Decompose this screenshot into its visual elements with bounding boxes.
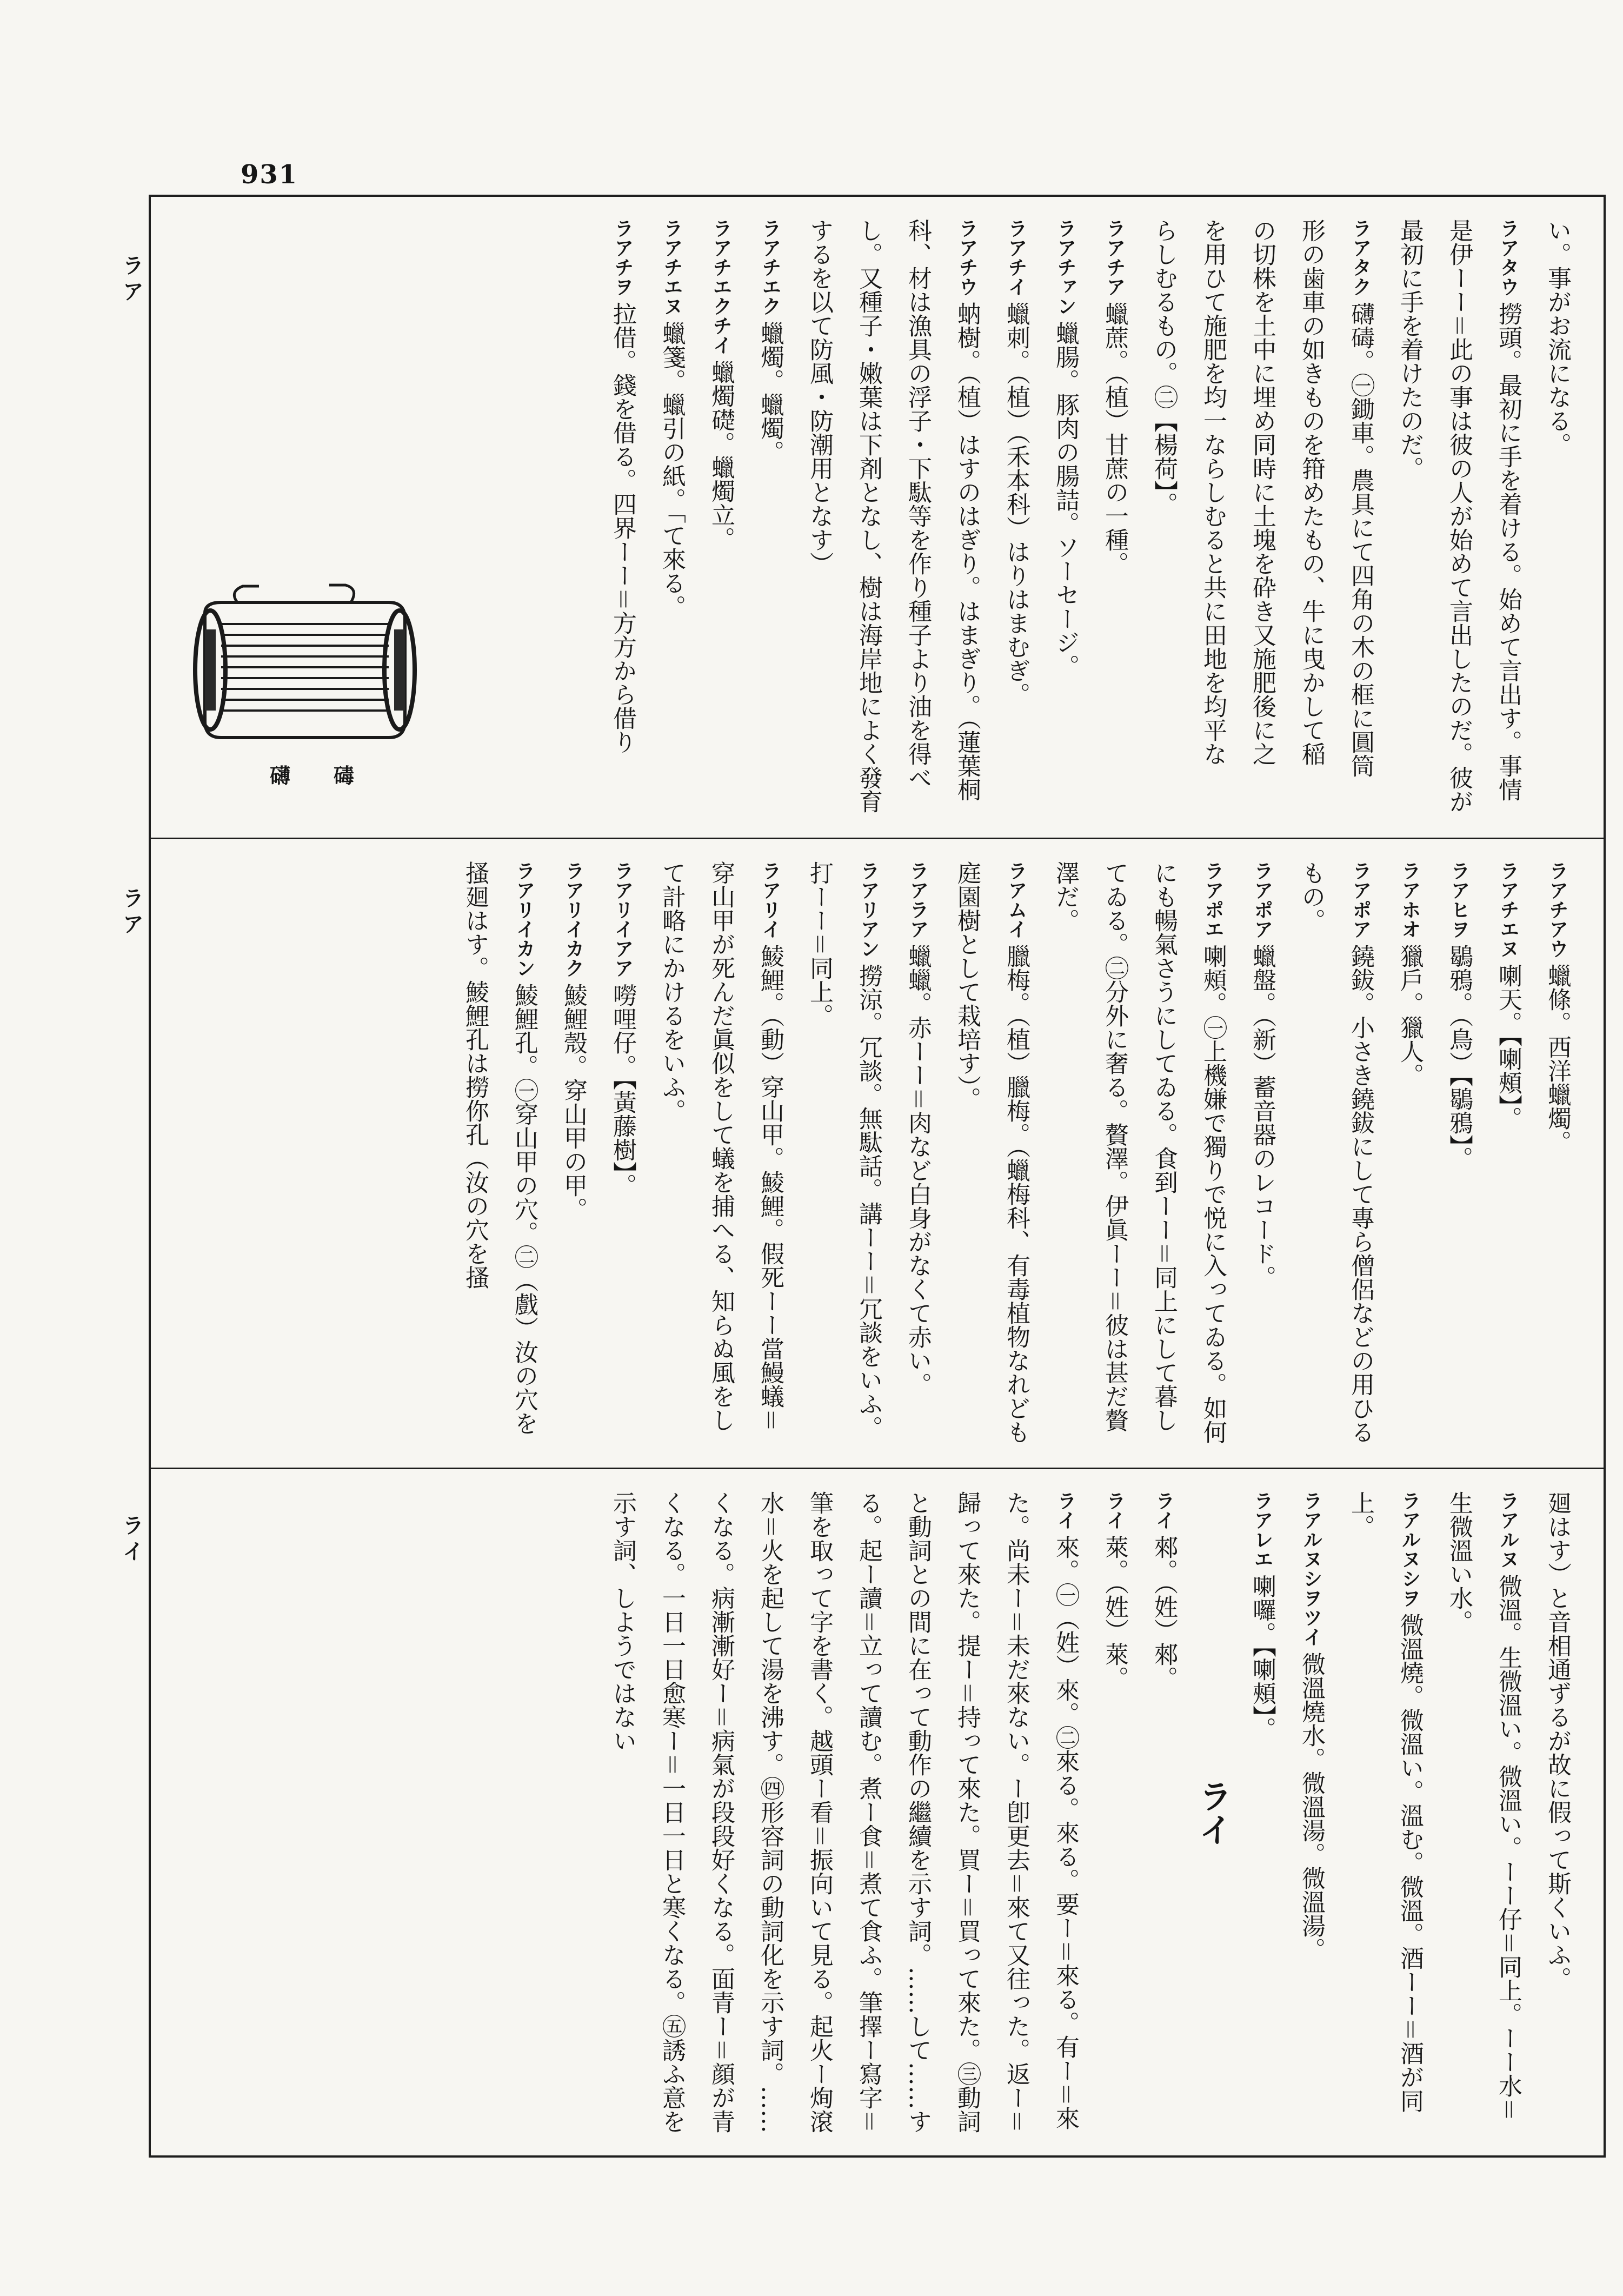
margin-tab-rai: ライ [119,1514,144,1566]
band-3-text [172,1491,1582,2134]
entry: ラアチヲ拉借。錢を借る。四界ーー＝方方から借り [609,218,636,754]
entry: ラアチイ蠟刺。（植）（禾本科）はりはまむぎ。 [1002,218,1030,706]
band-1 [151,197,1604,838]
entry: ラアホオ獵戶。獵人。 [1396,861,1424,1087]
entry: ラアタク礴碡。㊀鋤車。農具にて四角の木の框に圓筒形の歯車の如きものを箝めたもの、牛に曳かして稲の切株を土中に埋め同時に土塊を砕き又施肥後に之を用ひて施肥を均一ならしむると共に田地を均平ならしむるもの。㊁【楊荷】。 [1150,218,1374,778]
entry: ラアラア蠟蠟。赤ーー＝肉など白身がなくて赤い。 [904,861,932,1396]
entry: ラアリイアア嘮哩仔。【黃藤樹】。 [609,861,636,1197]
entry: ラアムイ臘梅。（植）臘梅。（蠟梅科、有毒植物なれども庭園樹として栽培す）。 [953,861,1030,1444]
entry: ライ郲。（姓）郲。 [1150,1491,1178,1690]
entry: ラアルヌ微溫。生微溫い。微溫い。ーー仔＝同上。ーー水＝生微溫い水。 [1445,1491,1522,2121]
entry: ラアタウ撈頭。最初に手を着ける。始めて言出す。事情是伊ーー＝此の事は彼の人が始めて言出したのだ。彼が最初に手を着けたのだ。 [1396,218,1522,813]
entry: ラアチウ蚋樹。（植）はすのはぎり。はまぎり。（蓮葉桐科、材は漁具の浮子・下駄等を作り種子より油を得べし。又種子・嫩葉は下剤となし、樹は海岸地によく發育するを以て防風・防潮用となす） [806,218,981,813]
entry: ラアリイ鯪鯉。（動）穿山甲。鯪鯉。假死ーー當鰻蟻＝穿山甲が死んだ眞似をして蟻を捕へる、知らぬ風をして計略にかけるをいふ。 [658,861,784,1432]
entry: ラアチア蠟蔗。（植）甘蔗の一種。 [1101,218,1128,575]
entry: ラアリイカン鯪鯉孔。㊀穿山甲の穴。㊁（戲）汝の穴を搔廻はす。鯪鯉孔は撈你孔（汝の穴を搔 [461,861,538,1435]
harrow-roller-teeth [221,624,389,711]
harrow-frame [205,585,405,738]
entry: ラアリアン撈涼。冗談。無駄話。講ーー＝冗談をいふ。打ーー＝同上。 [806,861,882,1439]
illustration-caption: 礴碡 [270,764,398,788]
entry: ラアルヌシヲ微溫燒。微溫い。溫む。微溫。酒ーー＝酒が同上。 [1347,1491,1424,2113]
band-3 [151,1468,1604,2155]
section-heading-rai: ライ [1193,1779,1233,1846]
entry: ライ萊。（姓）萊。 [1101,1491,1128,1690]
entry: ラアポア蠟盤。（新）蓄音器のレコード。 [1248,861,1276,1289]
band-2 [151,838,1604,1468]
entry: ラアチエヌ蠟箋。蠟引の紙。「て來る。 [658,218,686,619]
entry: ラアチエク蠟燭。蠟燭。 [756,218,784,464]
page-number: 931 [241,160,298,190]
entry: ラアリイカク鯪鯉殼。穿山甲の甲。 [560,861,587,1221]
entry: ラアポエ喇頰。㊀上機嫌で獨りで悦に入ってゐる。如何にも暢氣さうにしてゐる。食到ーー＝同上にして暮してゐる。㊁分外に奢る。贅澤。伊眞ーー＝彼は甚だ贅澤だ。 [1052,861,1227,1444]
entry: ライ來。㊀（姓）來。㊁來る。來る。要ー＝來る。有ー＝來た。尚未ー＝未だ來ない。ー卽更去＝來て又往った。返ー＝歸って來た。提ー＝持って來た。買ー＝買って來た。㊂動詞と動詞との間に在って動作の繼續を示す詞。……して……する。起ー讀＝立って讀む。煮ー食＝煮て食ふ。筆擇ー寫字＝筆を取って字を書く。越頭ー看＝振向いて見る。起火ー㶷滾水＝火を起して湯を沸す。㊃形容詞の動詞化を示す詞。……くなる。病漸漸好ー＝病氣が段段好くなる。面青ー＝顔が青くなる。一日一日愈寒ー＝一日一日と寒くなる。㊄誘ふ意を示す詞、しようではない [609,1491,1079,2133]
entry: い。事がお流になる。 [1544,218,1571,456]
entry: ラアチエクチイ蠟燭礎。蠟燭立。 [707,218,735,550]
entry: ラアチエヌ喇天。【喇頰】。 [1494,861,1522,1130]
entry: ラアポア鐃鈸。小さき鐃鈸にして專ら僧侶などの用ひるもの。 [1298,861,1374,1444]
entry: ラアヒヲ鶡鴉。（鳥）【鶡鴉】。 [1445,861,1473,1170]
entry: ラアチアウ蠟條。西洋蠟燭。 [1544,861,1571,1154]
margin-tab-raa-2: ラア [119,887,144,939]
margin-tab-raa-1: ラア [119,254,144,306]
band-2-text [172,861,1582,1446]
entry: ラアルヌシヲツイ微溫燒水。微溫湯。微溫湯。 [1298,1491,1325,1961]
entry: ラアレエ喇囉。【喇頰】。 [1248,1491,1276,1741]
page-frame [149,195,1606,2158]
entry: 廻はす）と音相通ずるが故に假って斯くいふ。 [1544,1491,1571,1990]
entry: ラアチァン蠟腸。豚肉の腸詰。ソーセージ。 [1052,218,1079,678]
